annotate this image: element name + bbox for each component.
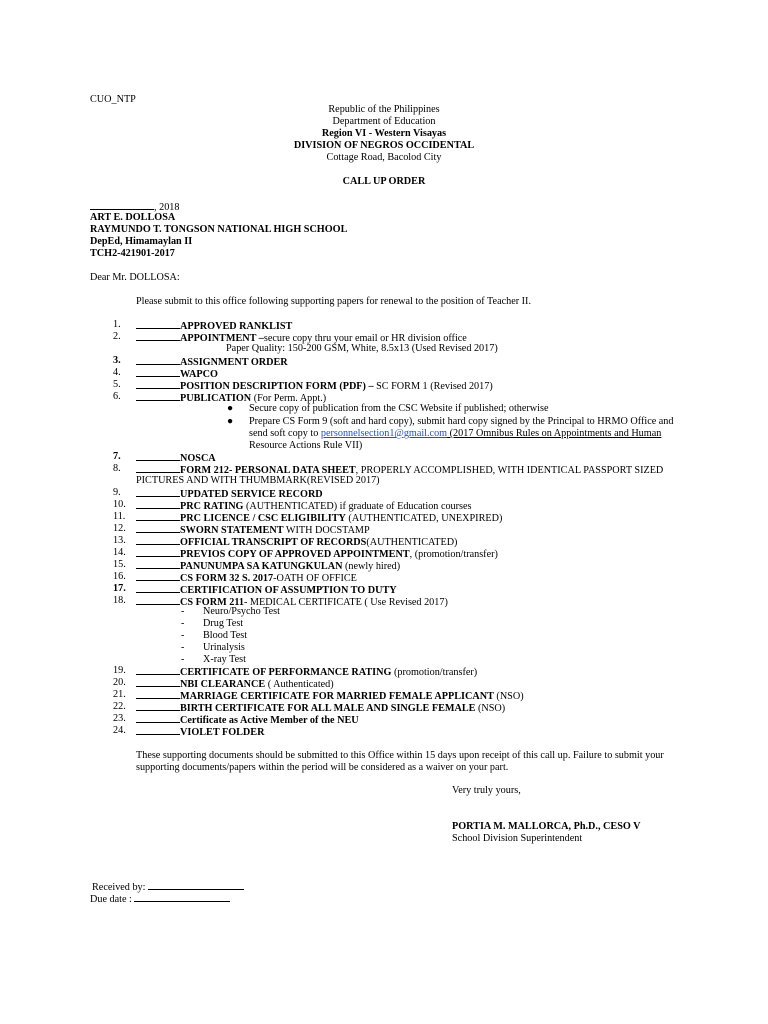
- item-number: 21.: [113, 689, 126, 700]
- item-number: 3.: [113, 355, 121, 366]
- item-title: NBI CLEARANCE: [180, 679, 266, 690]
- checkbox-blank: [136, 677, 180, 687]
- item-detail: , (promotion/transfer): [409, 549, 498, 560]
- item-number: 15.: [113, 559, 126, 570]
- bullet-1-text: Secure copy of publication from the CSC Website if published; otherwise: [249, 403, 549, 414]
- item-title: APPOINTMENT –: [180, 333, 264, 344]
- item-title: APPROVED RANKLIST: [180, 321, 293, 332]
- checkbox-blank: [136, 713, 180, 723]
- checkbox-blank: [136, 331, 180, 341]
- closing-line-1: These supporting documents should be submitted to this Office within 15 days upon receipt of this call up. Failure to submit your: [136, 750, 664, 761]
- addressee-name: ART E. DOLLOSA: [90, 212, 176, 223]
- item-title: VIOLET FOLDER: [180, 727, 265, 738]
- signatory-title: School Division Superintendent: [452, 833, 583, 844]
- test-item: Blood Test: [203, 630, 248, 641]
- checkbox-blank: [136, 571, 180, 581]
- item-number: 5.: [113, 379, 121, 390]
- checkbox-blank: [136, 665, 180, 675]
- bullet-icon: ●: [227, 403, 234, 414]
- item-detail: - MEDICAL CERTIFICATE ( Use Revised 2017): [243, 597, 448, 608]
- checkbox-blank: [136, 379, 180, 389]
- checkbox-blank: [136, 559, 180, 569]
- item-number: 4.: [113, 367, 121, 378]
- checkbox-blank: [136, 355, 180, 365]
- item-detail: (promotion/transfer): [391, 667, 478, 678]
- bullet-2-line-2-pre: send soft copy to: [249, 428, 321, 439]
- item-detail: WITH DOCSTAMP: [283, 525, 370, 536]
- item-number: 24.: [113, 725, 126, 736]
- test-item: X-ray Test: [203, 654, 246, 665]
- item-title: OFFICIAL TRANSCRIPT OF RECORDS: [180, 537, 367, 548]
- item-number: 18.: [113, 595, 126, 606]
- item-detail: -OATH OF OFFICE: [273, 573, 357, 584]
- checkbox-blank: [136, 499, 180, 509]
- checkbox-blank: [136, 523, 180, 533]
- date-suffix: , 2018: [154, 202, 180, 213]
- item-number: 16.: [113, 571, 126, 582]
- checkbox-blank: [136, 701, 180, 711]
- item-number: 9.: [113, 487, 121, 498]
- checkbox-blank: [136, 595, 180, 605]
- item-number: 12.: [113, 523, 126, 534]
- item-title: PREVIOS COPY OF APPROVED APPOINTMENT: [180, 549, 410, 560]
- checkbox-blank: [136, 725, 180, 735]
- item-8-continuation: PICTURES AND WITH THUMBMARK(REVISED 2017): [136, 475, 380, 486]
- header-line-2: Department of Education: [332, 116, 436, 127]
- bullet-icon: ●: [227, 416, 234, 427]
- checkbox-blank: [136, 487, 180, 497]
- document-title: CALL UP ORDER: [342, 176, 426, 187]
- signatory-name: PORTIA M. MALLORCA, Ph.D., CESO V: [452, 821, 641, 832]
- item-number: 1.: [113, 319, 121, 330]
- email-link[interactable]: personnelsection1@gmail.com: [320, 428, 448, 439]
- dash-icon: -: [181, 618, 185, 629]
- due-date-line: [90, 892, 230, 906]
- item-detail: (newly hired): [342, 561, 401, 572]
- checkbox-blank: [136, 319, 180, 329]
- checkbox-blank: [136, 511, 180, 521]
- checkbox-blank: [136, 535, 180, 545]
- due-date-label: Due date :: [90, 894, 135, 905]
- item-number: 14.: [113, 547, 126, 558]
- item-number: 20.: [113, 677, 126, 688]
- due-date-blank: [134, 892, 230, 902]
- item-number: 11.: [113, 511, 126, 522]
- item-title: CERTIFICATION OF ASSUMPTION TO DUTY: [180, 585, 397, 596]
- addressee-code: TCH2-421901-2017: [90, 248, 175, 259]
- salutation: Dear Mr. DOLLOSA:: [90, 272, 180, 283]
- header-line-4: DIVISION OF NEGROS OCCIDENTAL: [293, 140, 475, 151]
- header-line-5: Cottage Road, Bacolod City: [326, 152, 442, 163]
- item-title: POSITION DESCRIPTION FORM (PDF) –: [180, 381, 374, 392]
- received-by-blank: [148, 880, 244, 890]
- checkbox-blank: [136, 391, 180, 401]
- bullet-2-line-1: Prepare CS Form 9 (soft and hard copy), submit hard copy signed by the Principal to HRMO Office and: [249, 416, 674, 427]
- addressee-school: RAYMUNDO T. TONGSON NATIONAL HIGH SCHOOL: [90, 224, 348, 235]
- item-title: FORM 212- PERSONAL DATA SHEET: [180, 465, 356, 476]
- list-item: [136, 725, 264, 739]
- item-number: 2.: [113, 331, 121, 342]
- item-detail: (For Perm. Appt.): [251, 393, 327, 404]
- item-number: 13.: [113, 535, 126, 546]
- bullet-2-line-2: [249, 428, 661, 440]
- checkbox-blank: [136, 583, 180, 593]
- item-number: 23.: [113, 713, 126, 724]
- addressee-office: DepEd, Himamaylan II: [90, 236, 193, 247]
- item-title: PANUNUMPA SA KATUNGKULAN: [180, 561, 343, 572]
- intro-paragraph: Please submit to this office following supporting papers for renewal to the position of Teacher II.: [136, 296, 531, 307]
- checkbox-blank: [136, 451, 180, 461]
- header-line-3: Region VI - Western Visayas: [321, 128, 447, 139]
- item-title: CS FORM 32 S. 2017: [180, 573, 274, 584]
- item-number: 17.: [113, 583, 126, 594]
- dash-icon: -: [181, 606, 185, 617]
- item-title: PRC LICENCE / CSC ELIGIBILITY: [180, 513, 346, 524]
- doc-code: CUO_NTP: [90, 94, 136, 105]
- item-number: 6.: [113, 391, 121, 402]
- checkbox-blank: [136, 547, 180, 557]
- item-title: SWORN STATEMENT: [180, 525, 284, 536]
- test-item: Drug Test: [203, 618, 244, 629]
- item-title: BIRTH CERTIFICATE FOR ALL MALE AND SINGLE FEMALE: [180, 703, 476, 714]
- item-number: 10.: [113, 499, 126, 510]
- item-title: CS FORM 211: [180, 597, 244, 608]
- item-detail: SC FORM 1 (Revised 2017): [373, 381, 493, 392]
- item-number: 22.: [113, 701, 126, 712]
- item-detail: (AUTHENTICATED) if graduate of Education courses: [243, 501, 472, 512]
- item-detail: (AUTHENTICATED): [366, 537, 458, 548]
- dash-icon: -: [181, 654, 185, 665]
- checkbox-blank: [136, 689, 180, 699]
- item-title: ASSIGNMENT ORDER: [180, 357, 288, 368]
- closing-line-2: supporting documents/papers within the period will be considered as a waiver on your part.: [136, 762, 509, 773]
- bullet-2-line-3: Resource Actions Rule VII): [249, 440, 363, 451]
- item-title: MARRIAGE CERTIFICATE FOR MARRIED FEMALE APPLICANT: [180, 691, 494, 702]
- dash-icon: -: [181, 642, 185, 653]
- item-2-paper-quality: Paper Quality: 150-200 GSM, White, 8.5x13 (Used Revised 2017): [226, 343, 498, 354]
- item-number: 8.: [113, 463, 121, 474]
- item-detail: ( Authenticated): [265, 679, 334, 690]
- dash-icon: -: [181, 630, 185, 641]
- item-title: PRC RATING: [180, 501, 244, 512]
- item-detail: (NSO): [475, 703, 506, 714]
- item-title: PUBLICATION: [180, 393, 252, 404]
- checkbox-blank: [136, 463, 180, 473]
- item-title: UPDATED SERVICE RECORD: [180, 489, 323, 500]
- item-number: 19.: [113, 665, 126, 676]
- item-number: 7.: [113, 451, 121, 462]
- item-detail: (NSO): [493, 691, 524, 702]
- bullet-2-line-2-post: (2017 Omnibus Rules on Appointments and Human: [447, 428, 662, 439]
- signoff: Very truly yours,: [452, 785, 521, 796]
- test-item: Neuro/Psycho Test: [203, 606, 280, 617]
- item-title: NOSCA: [180, 453, 216, 464]
- received-by-label: Received by:: [92, 882, 149, 893]
- header-line-1: Republic of the Philippines: [328, 104, 440, 115]
- test-item: Urinalysis: [203, 642, 245, 653]
- item-title: Certificate as Active Member of the NEU: [180, 715, 359, 726]
- checkbox-blank: [136, 367, 180, 377]
- item-title: CERTIFICATE OF PERFORMANCE RATING: [180, 667, 392, 678]
- item-detail: secure copy thru your email or HR division office: [263, 333, 467, 344]
- item-detail: , PROPERLY ACCOMPLISHED, WITH IDENTICAL PASSPORT SIZED: [355, 465, 664, 476]
- item-detail: (AUTHENTICATED, UNEXPIRED): [345, 513, 503, 524]
- item-title: WAPCO: [180, 369, 218, 380]
